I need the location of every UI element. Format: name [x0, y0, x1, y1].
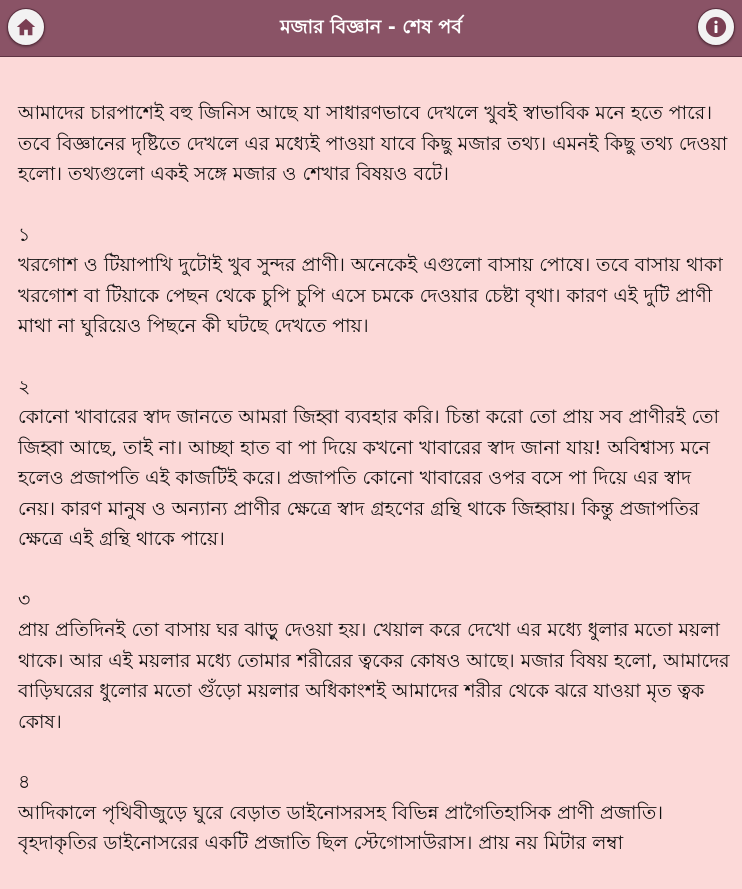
fact-number: ১	[18, 223, 31, 246]
info-button[interactable]	[697, 8, 735, 46]
fact-text: কোনো খাবারের স্বাদ জানতে আমরা জিহ্বা ব্যবহার করি। চিন্তা করো তো প্রায় সব প্রাণীরই তো জিহ্বা আছে, তাই না। আচ্ছা হাত বা পা দিয়ে কখনো খাবারের স্বাদ জানা যায়! অবিশ্বাস্য মনে হলেও প্রজাপতি এই কাজটিই করে। প্রজাপতি কোনো খাবারের ওপর বসে পা দিয়ে এর স্বাদ নেয়। কারণ মানুষ ও অন্যান্য প্রাণীর ক্ষেত্রে স্বাদ গ্রহণের গ্রন্থি থাকে জিহ্বায়। কিন্তু প্রজাপতির ক্ষেত্রে এই গ্রন্থি থাকে পায়ে।	[18, 406, 719, 550]
info-icon	[705, 16, 727, 38]
article-body	[18, 98, 730, 889]
page-title: মজার বিজ্ঞান - শেষ পর্ব	[280, 16, 462, 38]
fact-item	[18, 372, 730, 555]
fact-text: আদিকালে পৃথিবীজুড়ে ঘুরে বেড়াত ডাইনোসরসহ বিভিন্ন প্রাগৈতিহাসিক প্রাণী প্রজাতি। বৃহদাকৃতির ডাইনোসরের একটি প্রজাতি ছিল স্টেগোসাউরাস। প্রায় নয় মিটার লম্বা	[18, 801, 663, 854]
fact-number: ৪	[18, 771, 31, 793]
fact-text: খরগোশ ও টিয়াপাখি দুটোই খুব সুন্দর প্রাণী। অনেকেই এগুলো বাসায় পোষে। তবে বাসায় থাকা খরগোশ বা টিয়াকে পেছন থেকে চুপি চুপি এসে চমকে দেওয়ার চেষ্টা বৃথা। কারণ এই দুটি প্রাণী মাথা না ঘুরিয়েও পিছনে কী ঘটছে দেখতে পায়।	[18, 254, 723, 337]
fact-number: ২	[18, 375, 31, 398]
fact-item	[18, 767, 730, 859]
fact-text: প্রায় প্রতিদিনই তো বাসায় ঘর ঝাড়ু দেওয়া হয়। খেয়াল করে দেখো এর মধ্যে ধুলার মতো ময়লা থাকে। আর এই ময়লার মধ্যে তোমার শরীরের ত্বকের কোষও আছে। মজার বিষয় হলো, আমাদের বাড়িঘরের ধুলোর মতো গুঁড়ো ময়লার অধিকাংশই আমাদের শরীর থেকে ঝরে যাওয়া মৃত ত্বক কোষ।	[18, 619, 730, 733]
app-header	[0, 0, 742, 57]
fact-number: ৩	[18, 588, 31, 611]
intro-paragraph: আমাদের চারপাশেই বহু জিনিস আছে যা সাধারণভাবে দেখলে খুবই স্বাভাবিক মনে হতে পারে। তবে বিজ্ঞানের দৃষ্টিতে দেখলে এর মধ্যেই পাওয়া যাবে কিছু মজার তথ্য। এমনই কিছু তথ্য দেওয়া হলো। তথ্যগুলো একই সঙ্গে মজার ও শেখার বিষয়ও বটে।	[18, 102, 728, 185]
fact-item	[18, 220, 730, 342]
fact-item	[18, 585, 730, 738]
